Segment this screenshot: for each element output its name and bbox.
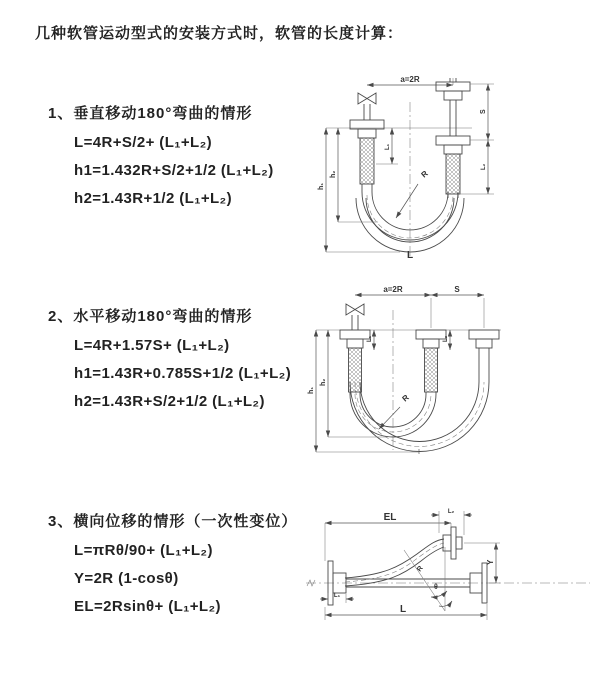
diagram-lateral-displacement (298, 503, 598, 628)
dim-label-y: Y (486, 559, 495, 565)
section-2-heading: 2、水平移动180°弯曲的情形 (48, 308, 253, 325)
dim-label-l2: L₂ (447, 509, 455, 515)
dim-label-h1: h₁ (308, 386, 315, 394)
formula-l: L=4R+1.57S+ (L₁+L₂) (74, 337, 230, 354)
dim-label-l1: L₁ (385, 143, 391, 150)
dim-label-s: S (454, 285, 460, 294)
dim-label-a2r: a=2R (383, 285, 403, 294)
valve-icon (346, 304, 364, 315)
dim-label-el: EL (383, 512, 397, 523)
section-1-heading: 1、垂直移动180°弯曲的情形 (48, 105, 253, 122)
formula-y: Y=2R (1-cosθ) (74, 570, 179, 587)
dim-label-l2: L₂ (443, 335, 449, 342)
radius-label: R (419, 168, 430, 180)
dim-label-l1: L₁ (367, 335, 373, 342)
diagram-horizontal-180-bend (306, 282, 594, 462)
section-vertical-180 (48, 102, 274, 207)
radius-label: R (416, 564, 425, 574)
formula-h1: h1=1.43R+0.785S+1/2 (L₁+L₂) (74, 365, 292, 382)
centerline-break (307, 580, 315, 586)
dim-label-l1: L₁ (333, 593, 341, 599)
left-fitting (350, 120, 384, 184)
hose-u-bends (350, 348, 489, 454)
section-lateral-displacement (48, 510, 297, 615)
formula-h1: h1=1.432R+S/2+1/2 (L₁+L₂) (74, 162, 274, 179)
angle-label: θ (434, 584, 438, 591)
length-label: L (406, 250, 414, 260)
formula-el: EL=2Rsinθ+ (L₁+L₂) (74, 598, 221, 615)
formula-h2: h2=1.43R+1/2 (L₁+L₂) (74, 190, 233, 207)
radius-label: R (400, 392, 411, 404)
middle-fitting (416, 330, 446, 392)
right-fitting (469, 330, 499, 348)
valve-icon (358, 93, 376, 104)
dim-label-l: L (399, 604, 407, 615)
section-3-heading: 3、横向位移的情形（一次性变位） (48, 513, 298, 530)
right-fitting (436, 78, 470, 194)
page-title: 几种软管运动型式的安装方式时，软管的长度计算： (35, 25, 404, 42)
dim-label-h1: h₁ (318, 182, 325, 190)
section-horizontal-180 (48, 305, 291, 410)
dim-label-l2: L₂ (481, 163, 487, 170)
right-flange-displaced (443, 527, 462, 559)
formula-h2: h2=1.43R+S/2+1/2 (L₁+L₂) (74, 393, 265, 410)
dim-label-a2r: a=2R (400, 75, 420, 84)
dim-label-h2: h₂ (330, 170, 337, 178)
dim-label-h2: h₂ (320, 378, 327, 386)
dim-label-s: S (480, 109, 487, 114)
diagram-vertical-180-bend (312, 72, 590, 260)
formula-l: L=πRθ/90+ (L₁+L₂) (74, 542, 213, 559)
formula-l: L=4R+S/2+ (L₁+L₂) (74, 134, 213, 151)
